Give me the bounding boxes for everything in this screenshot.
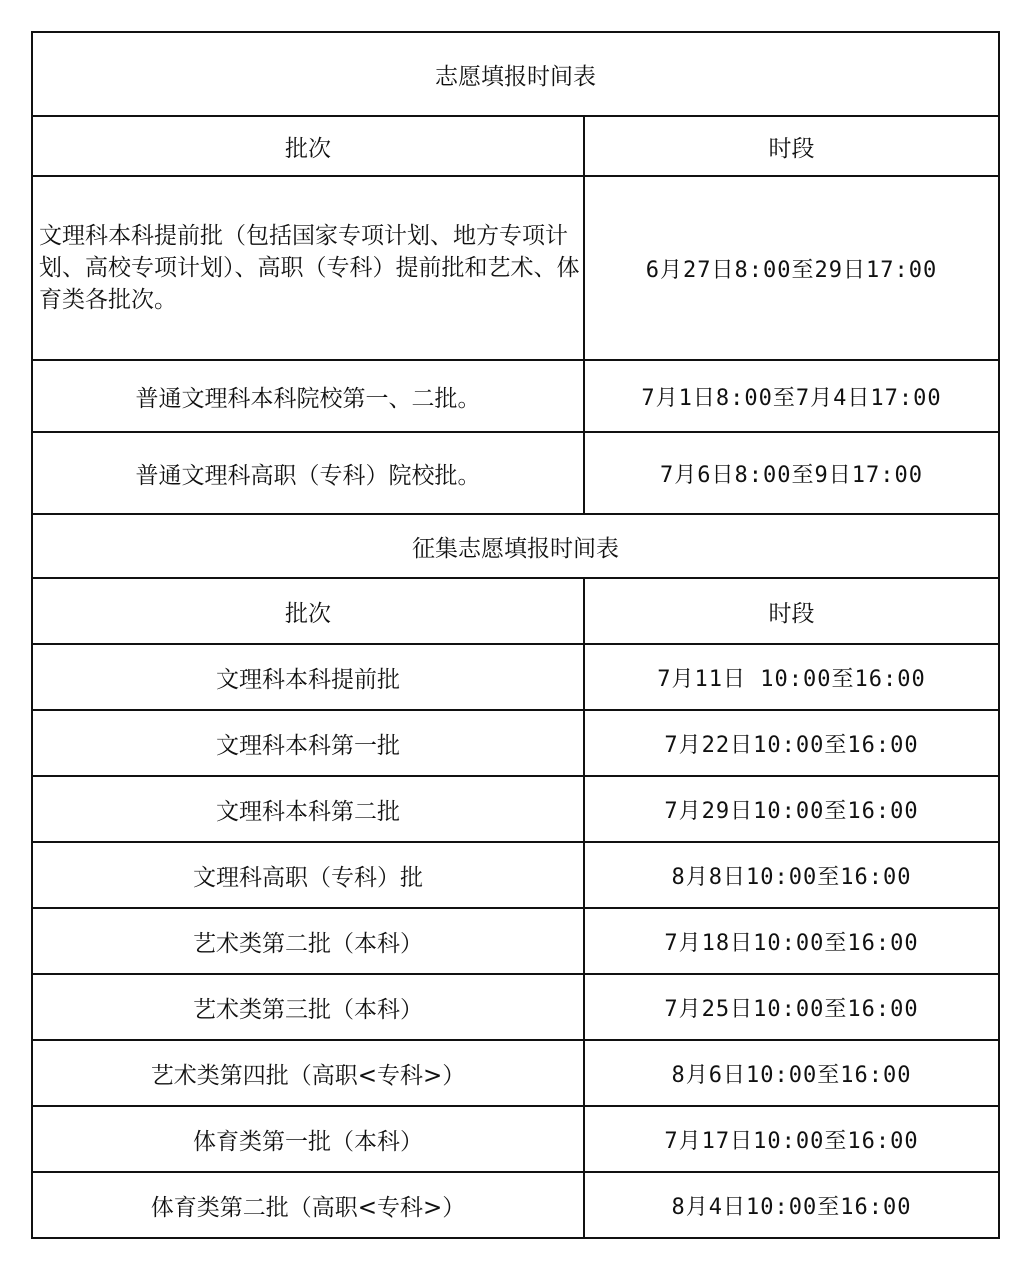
period-cell: 8月6日10:00至16:00: [584, 1040, 999, 1106]
period-cell: 7月6日8:00至9日17:00: [584, 432, 999, 514]
batch-cell: 艺术类第三批（本科）: [32, 974, 584, 1040]
batch-cell: 体育类第一批（本科）: [32, 1106, 584, 1172]
batch-cell: 普通文理科高职（专科）院校批。: [32, 432, 584, 514]
table2-title: 征集志愿填报时间表: [32, 514, 999, 578]
period-cell: 7月22日10:00至16:00: [584, 710, 999, 776]
period-cell: 8月4日10:00至16:00: [584, 1172, 999, 1238]
batch-cell: 文理科本科提前批（包括国家专项计划、地方专项计划、高校专项计划）、高职（专科）提前批和艺术、体育类各批次。: [32, 176, 584, 360]
period-cell: 7月18日10:00至16:00: [584, 908, 999, 974]
period-cell: 7月25日10:00至16:00: [584, 974, 999, 1040]
batch-cell: 文理科本科第一批: [32, 710, 584, 776]
batch-cell: 艺术类第二批（本科）: [32, 908, 584, 974]
schedule-table: [31, 31, 1000, 1239]
batch-cell: 普通文理科本科院校第一、二批。: [32, 360, 584, 432]
table1-title: 志愿填报时间表: [32, 32, 999, 116]
header-batch: 批次: [32, 578, 584, 644]
batch-cell: 体育类第二批（高职<专科>）: [32, 1172, 584, 1238]
batch-cell: 艺术类第四批（高职<专科>）: [32, 1040, 584, 1106]
header-period: 时段: [584, 578, 999, 644]
period-cell: 7月11日 10:00至16:00: [584, 644, 999, 710]
period-cell: 7月1日8:00至7月4日17:00: [584, 360, 999, 432]
period-cell: 8月8日10:00至16:00: [584, 842, 999, 908]
header-batch: 批次: [32, 116, 584, 176]
batch-cell: 文理科本科提前批: [32, 644, 584, 710]
period-cell: 6月27日8:00至29日17:00: [584, 176, 999, 360]
batch-cell: 文理科本科第二批: [32, 776, 584, 842]
header-period: 时段: [584, 116, 999, 176]
period-cell: 7月17日10:00至16:00: [584, 1106, 999, 1172]
period-cell: 7月29日10:00至16:00: [584, 776, 999, 842]
batch-cell: 文理科高职（专科）批: [32, 842, 584, 908]
